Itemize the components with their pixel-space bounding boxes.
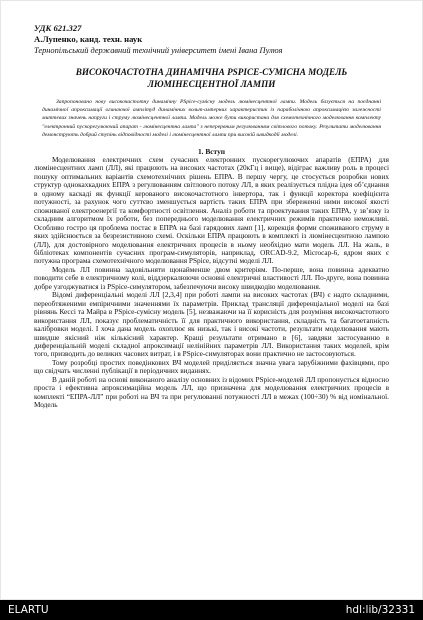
section-heading: 1. Вступ	[197, 147, 226, 157]
affiliation-line: Тернопільський державний технічний університет імені Івана Пулюя	[34, 46, 283, 55]
footer-handle-label: hdl:lib/32331	[345, 604, 415, 616]
abstract: Запропоновано нову високочастотну динамічну PSpice-сумісну модель люмінесцентної лампи. Модель базується на поєднанні динамічної апроксимації огинаючої амплітуд динамічних вольт-амперних характеристик із параболічною апроксимацією залежності миттєвих значень напруги і струму люмінесцентної лампи. Модель може бути використана для схемотехнічного моделювання комплекту "електронний пускорегулюючий апарат - люмінесцентна лампа" з неперервним регулюванням світлового потоку. Результати моделювання демонструють добрий ступінь відповідності моделі і люмінесцентної лампи при високій швидкодії моделі.	[42, 99, 381, 138]
udk-code: УДК 621.327	[34, 23, 82, 33]
footer-source-label: ELARTU	[8, 604, 49, 616]
paragraph-3: Відомі диференціальні моделі ЛЛ [2,3,4] при роботі лампи на високих частотах (ВЧ) є надто складними, переобтяженими емпіричними значеннями їх параметрів. Приклад трансляції диференціальної моделі на базі рівнянь Кессі та Майра в PSpice-сумісну модель [5], незважаючи на її корисність для розуміння високочастотного використання ЛЛ, показує проблематичність її для практичного використання, складність та багатоетапність калібровки моделі. І хоча дана модель охоплює як низькі, так і високі частоти, результати моделювання мають швидше якісний ніж кількісний характер. Кращі результати отримано в [6], завдяки застосуванню в диференціальній моделі складної апроксимації нелінійних параметрів ЛЛ. Використання таких моделей, крім того, призводить до великих часових витрат, і в PSpice-симуляторах вони практично не застосовуються.	[34, 291, 389, 359]
paper-title: ВИСОКОЧАСТОТНА ДИНАМІЧНА PSPICE-СУМІСНА МОДЕЛЬ ЛЮМІНЕСЦЕНТНОЇ ЛАМПИ	[75, 67, 348, 89]
author-line: А.Лупенко, канд. техн. наук	[34, 34, 143, 44]
paragraph-5: В даній роботі на основі виконаного аналізу основних із відомих PSpice-моделей ЛЛ пропонується відносно проста і ефективна апроксимаційна модель ЛЛ, що призначена для моделювання електричних процесів в комплекті “ЕПРА-ЛЛ” при роботі на ВЧ та при регулюванні потужності ЛЛ в межах (100÷30) % від номінальної. Модель	[34, 375, 389, 410]
paragraph-4: Тому розробці простих поведінкових ВЧ моделей приділяється значна увага зарубіжними фахівцями, про що свідчать численні публікації в періодичних виданнях.	[34, 358, 389, 376]
paragraph-2: Модель ЛЛ повинна задовільняти щонайменше двом критеріям. По-перше, вона повинна адекватно поводити себе в електричному колі, віддзеркалюючи основні електричні властивості ЛЛ. По-друге, вона повинна добре узгоджуватися із PSpice-симулятором, забезпечуючи високу швидкодію моделювання.	[34, 265, 389, 291]
paragraph-1: Моделювання електричних схем сучасних електронних пускорегулюючих апаратів (ЕПРА) для люмінесцентних ламп (ЛЛ), які працюють на високих частотах (20кГц і вище), відіграє важливу роль в процесі пошуку оптимальних варіантів схемотехнічних рішень ЕПРА. В першу чергу, це стосується розробки нових структур однокахкадних ЕПРА з регулюванням світлового потоку ЛЛ, в яких реалізується плідна ідея об’єднання в одному каскаді як функції керованого високочастотного інвертора, так і функції коректора коефіцієнта потужності, за рахунок чого суттєво зменшується вартість таких ЕПРА при збереженні ними високої якості споживаної електроенергії та комфортності освітлення. Аналіз роботи та проектування таких ЕПРА, у зв’язку із складним алгоритмом їх роботи, без попереднього моделювання електричних режимів практично неможливі. Особливо гостро ця проблема постає в ЕПРА на базі гарядових ламп [1], корекція форми споживаного струму в яких здійснюється за безрезистивною схемі. Оскільки ЕПРА працюють в комплекті із люмінесцентною лампою (ЛЛ), для достовірного моделювання електричних процесів в ньому необхідно мати модель ЛЛ. На жаль, в бібліотеках компонентів сучасних програм-симуляторів, наприклад, ORCAD-9.2, Microcap-6, ядром яких є потужна програма схемотехнічного моделювання PSpice, відсутні моделі ЛЛ.	[34, 156, 389, 266]
body-text	[34, 156, 389, 410]
footer-bar	[0, 600, 423, 620]
